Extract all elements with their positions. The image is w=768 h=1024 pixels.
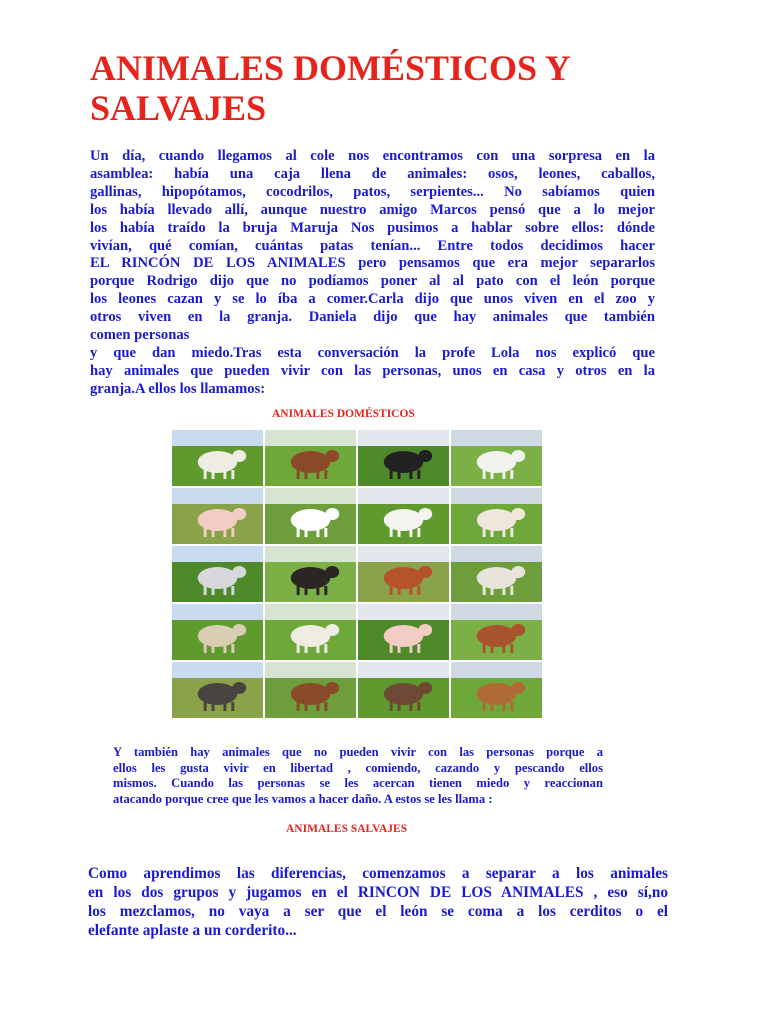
cows-icon [265, 662, 356, 718]
text-line: gallinas, hipopótamos, cocodrilos, patos, serpientes... No sabíamos quien [90, 183, 655, 200]
text-line: los había traído la bruja Maruja Nos pusimos a hablar sobre ellos: dónde [90, 219, 655, 236]
text-line: los leones cazan y se lo íba a comer.Carla dijo que unos viven en el zoo y [90, 291, 655, 308]
text-line: elefante aplaste a un corderito... [88, 922, 297, 939]
guinea-fowl-icon [172, 546, 263, 602]
text-line: Un día, cuando llegamos al cole nos encontramos con una sorpresa en la [90, 148, 655, 164]
hen-icon [358, 546, 449, 602]
text-line: granja.A ellos los llamamos: [90, 380, 266, 397]
wild-heading: ANIMALES SALVAJES [286, 823, 408, 835]
text-line: hay animales que pueden vivir con las personas, unos en casa y otros en la [90, 362, 655, 379]
title-line: SALVAJES [90, 88, 267, 128]
text-line: en los dos grupos y jugamos en el RINCON DE LOS ANIMALES , eso sí,no [88, 884, 668, 901]
text-line: otros viven en la granja. Daniela dijo que hay animales que también [90, 309, 655, 326]
text-line: los mezclamos, no vaya a ser que el león se coma a los cerditos o el [88, 903, 668, 920]
text-line: Como aprendimos las diferencias, comenzamos a separar a los animales [88, 865, 668, 882]
text-line: y que dan miedo.Tras esta conversación la profe Lola nos explicó que [90, 344, 655, 361]
sheep-icon [265, 604, 356, 660]
calves-icon [451, 604, 542, 660]
text-line: mismos. Cuando las personas se les acercan tienen miedo y reaccionan [113, 776, 603, 790]
text-line: atacando porque cree que les vamos a hacer daño. A estos se les llama : [113, 791, 493, 806]
text-line: vivían, qué comían, cuántas patas tenían... Entre todos decidimos hacer [90, 237, 655, 254]
donkey-icon [172, 662, 263, 718]
goat-icon [358, 488, 449, 544]
domestic-animals-photo-grid [172, 430, 542, 718]
pig-icon [172, 488, 263, 544]
sheep-icon [172, 430, 263, 486]
rabbit-icon [265, 488, 356, 544]
text-line: porque Rodrigo dijo que no podíamos poner al al pato con el león porque [90, 273, 655, 290]
text-line: asamblea: había una caja llena de animales: osos, leones, caballos, [90, 165, 655, 182]
highland-cow-icon [451, 662, 542, 718]
text-line: comen personas [90, 327, 190, 344]
text-line: Y también hay animales que no pueden vivir con las personas porque a [113, 745, 603, 759]
lamb-icon [451, 488, 542, 544]
turkey-icon [265, 546, 356, 602]
calf-icon [358, 662, 449, 718]
text-line: EL RINCÓN DE LOS ANIMALES pero pensamos que era mejor separarlos [90, 255, 655, 272]
pig-icon [358, 604, 449, 660]
rams-icon [172, 604, 263, 660]
domestic-heading: ANIMALES DOMÉSTICOS [272, 408, 415, 420]
title-line: ANIMALES DOMÉSTICOS Y [90, 48, 571, 88]
page-title [90, 48, 690, 128]
rooster-icon [451, 546, 542, 602]
text-line: ellos les gusta vivir en libertad , comiendo, cazando y pescando ellos [113, 760, 603, 775]
closing-paragraph [88, 864, 668, 940]
goats-icon [451, 430, 542, 486]
cattle-herd-icon [358, 430, 449, 486]
text-line: los había llevado allí, aunque nuestro amigo Marcos pensó que a lo mejor [90, 201, 655, 218]
cows-icon [265, 430, 356, 486]
intro-paragraph [90, 148, 655, 399]
wild-paragraph [113, 745, 603, 807]
